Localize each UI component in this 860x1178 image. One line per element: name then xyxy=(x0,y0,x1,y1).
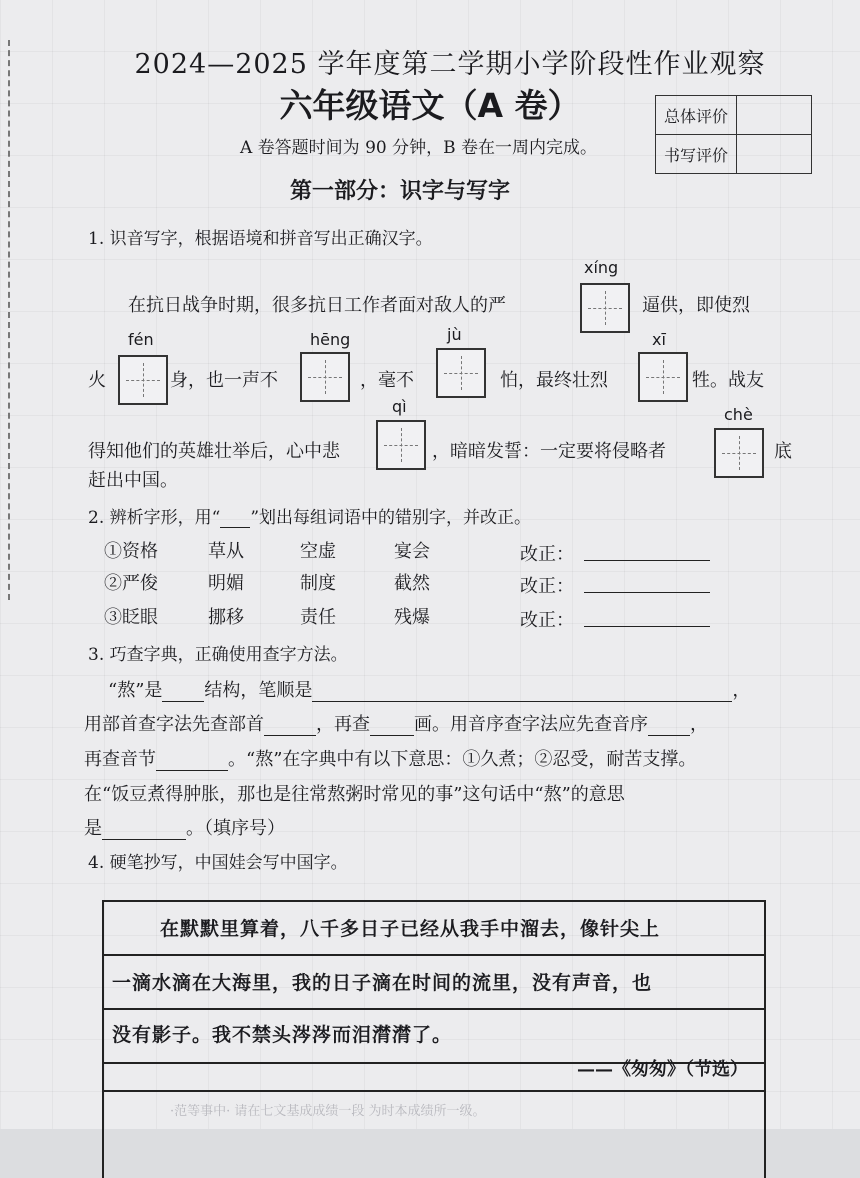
section-title: 第一部分：识字与写字 xyxy=(289,179,510,204)
char-box-heng[interactable] xyxy=(300,352,350,402)
pinyin-che: chè xyxy=(724,405,753,424)
exam-time-note: A 卷答题时间为 90 分钟，B 卷在一周内完成。 xyxy=(240,138,598,158)
q2-g2-w4[interactable]: 截然 xyxy=(394,573,430,594)
exam-title: 2024—2025 学年度第二学期小学阶段性作业观察 xyxy=(134,49,766,80)
copy-line-2: 一滴水滴在大海里，我的日子滴在时间的流里，没有声音，也 xyxy=(112,972,653,994)
copy-source: ——《匆匆》（节选） xyxy=(577,1059,748,1080)
meaning-blank[interactable] xyxy=(102,821,186,840)
char-box-xi[interactable] xyxy=(638,352,688,402)
q1-line1-b: 逼供，即使烈 xyxy=(642,295,750,316)
pinyin-qi: qì xyxy=(392,397,407,416)
q2-g1-w4[interactable]: 宴会 xyxy=(394,541,430,562)
evaluation-table xyxy=(655,95,812,174)
q2-prompt-a: 2. 辨析字形，用“ xyxy=(88,508,221,528)
q3-l2-c: 画。用音序查字法应先查音序 xyxy=(414,714,648,735)
q4-prompt: 4. 硬笔抄写，中国娃会写中国字。 xyxy=(88,853,348,873)
q1-line3-c: 底 xyxy=(774,441,792,462)
stroke-count-blank[interactable] xyxy=(370,717,414,736)
q2-g2-fix-label: 改正： xyxy=(520,576,574,597)
q3-l3-a: 再查音节 xyxy=(84,749,156,770)
copy-line-1: 在默默里算着，八千多日子已经从我手中溜去，像针尖上 xyxy=(160,918,661,940)
q3-l1-c: ， xyxy=(732,680,751,701)
copy-writing-box[interactable] xyxy=(102,900,766,1178)
pinyin-ju: jù xyxy=(447,325,462,344)
q2-g3-w1[interactable]: ③眨眼 xyxy=(104,607,158,628)
q1-line3-a: 得知他们的英雄壮举后，心中悲 xyxy=(88,441,340,462)
q2-g3-w2[interactable]: 挪移 xyxy=(208,607,244,628)
q3-l1-b: 结构，笔顺是 xyxy=(204,680,313,701)
q3-line2 xyxy=(84,710,708,736)
q1-line2-d: 怕，最终壮烈 xyxy=(500,370,608,391)
copy-row-1[interactable] xyxy=(104,902,764,956)
underline-sample xyxy=(220,509,250,528)
q3-l2-b: ，再查 xyxy=(316,714,370,735)
q1-line4: 赶出中国。 xyxy=(88,470,178,491)
pinyin-xing: xíng xyxy=(584,258,619,277)
q2-g3-w4[interactable]: 残爆 xyxy=(394,607,430,628)
q3-line3 xyxy=(84,745,696,771)
char-box-fen[interactable] xyxy=(118,355,168,405)
stroke-order-blank[interactable] xyxy=(312,683,732,702)
q2-g1-w2[interactable]: 草从 xyxy=(208,541,244,562)
overall-eval-blank[interactable] xyxy=(737,96,812,135)
q2-g3-fix-blank[interactable] xyxy=(584,606,710,627)
exam-subtitle: 六年级语文（A 卷） xyxy=(279,86,581,125)
q3-line1 xyxy=(108,676,750,702)
q2-g1-w1[interactable]: ①资格 xyxy=(104,541,158,562)
q2-g3-w3[interactable]: 责任 xyxy=(300,607,336,628)
writing-eval-blank[interactable] xyxy=(737,135,812,174)
faint-show-through-text: ·范等事中· 请在七文基成成绩一段 为时本成绩所一级。 xyxy=(170,1104,486,1119)
q3-l2-d: ， xyxy=(690,714,708,735)
pinyin-xi: xī xyxy=(652,330,666,349)
copy-line-3: 没有影子。我不禁头涔涔而泪潸潸了。 xyxy=(112,1024,453,1046)
structure-blank[interactable] xyxy=(162,683,204,702)
q2-g2-w2[interactable]: 明媚 xyxy=(208,573,244,594)
q2-g3-fix-label: 改正： xyxy=(520,610,574,631)
q1-line2-c: ，毫不 xyxy=(360,370,414,391)
q1-prompt: 1. 识音写字，根据语境和拼音写出正确汉字。 xyxy=(88,229,433,249)
char-box-qi[interactable] xyxy=(376,420,426,470)
q3-prompt: 3. 巧查字典，正确使用查字方法。 xyxy=(88,645,348,665)
writing-eval-label: 书写评价 xyxy=(656,135,737,174)
pinyin-fen: fén xyxy=(128,330,154,349)
q1-line2-b: 身，也一声不 xyxy=(170,370,278,391)
char-box-che[interactable] xyxy=(714,428,764,478)
q2-prompt xyxy=(88,503,531,528)
q3-l1-a: “熬”是 xyxy=(108,680,163,701)
q1-line2-e: 牲。战友 xyxy=(692,370,764,391)
q2-g2-w3[interactable]: 制度 xyxy=(300,573,336,594)
phonetic-order-blank[interactable] xyxy=(648,717,690,736)
q3-l2-a: 用部首查字法先查部首 xyxy=(84,714,264,735)
q2-g2-fix-blank[interactable] xyxy=(584,572,710,593)
q3-l3-b: 。“熬”在字典中有以下意思：①久煮；②忍受，耐苦支撑。 xyxy=(228,749,697,770)
q3-l5-b: 。（填序号） xyxy=(186,818,285,839)
pinyin-heng: hēng xyxy=(310,330,351,349)
syllable-blank[interactable] xyxy=(156,752,228,771)
q2-prompt-b: ”划出每组词语中的错别字，并改正。 xyxy=(250,508,532,528)
q3-line5 xyxy=(84,814,285,840)
overall-eval-label: 总体评价 xyxy=(656,96,737,135)
q1-line3-b: ，暗暗发誓：一定要将侵略者 xyxy=(432,441,666,462)
q2-g1-fix-blank[interactable] xyxy=(584,540,710,561)
q1-line2-a: 火 xyxy=(88,370,106,391)
q3-l5-a: 是 xyxy=(84,818,102,839)
q3-line4: 在“饭豆煮得肿胀，那也是往常熬粥时常见的事”这句话中“熬”的意思 xyxy=(84,784,625,805)
q1-line1-a: 在抗日战争时期，很多抗日工作者面对敌人的严 xyxy=(128,295,506,316)
char-box-xing[interactable] xyxy=(580,283,630,333)
copy-row-2[interactable] xyxy=(104,956,764,1010)
radical-blank[interactable] xyxy=(264,717,316,736)
char-box-ju[interactable] xyxy=(436,348,486,398)
q2-g1-fix-label: 改正： xyxy=(520,544,574,565)
q2-g1-w3[interactable]: 空虚 xyxy=(300,541,336,562)
q2-g2-w1[interactable]: ②严俊 xyxy=(104,573,158,594)
